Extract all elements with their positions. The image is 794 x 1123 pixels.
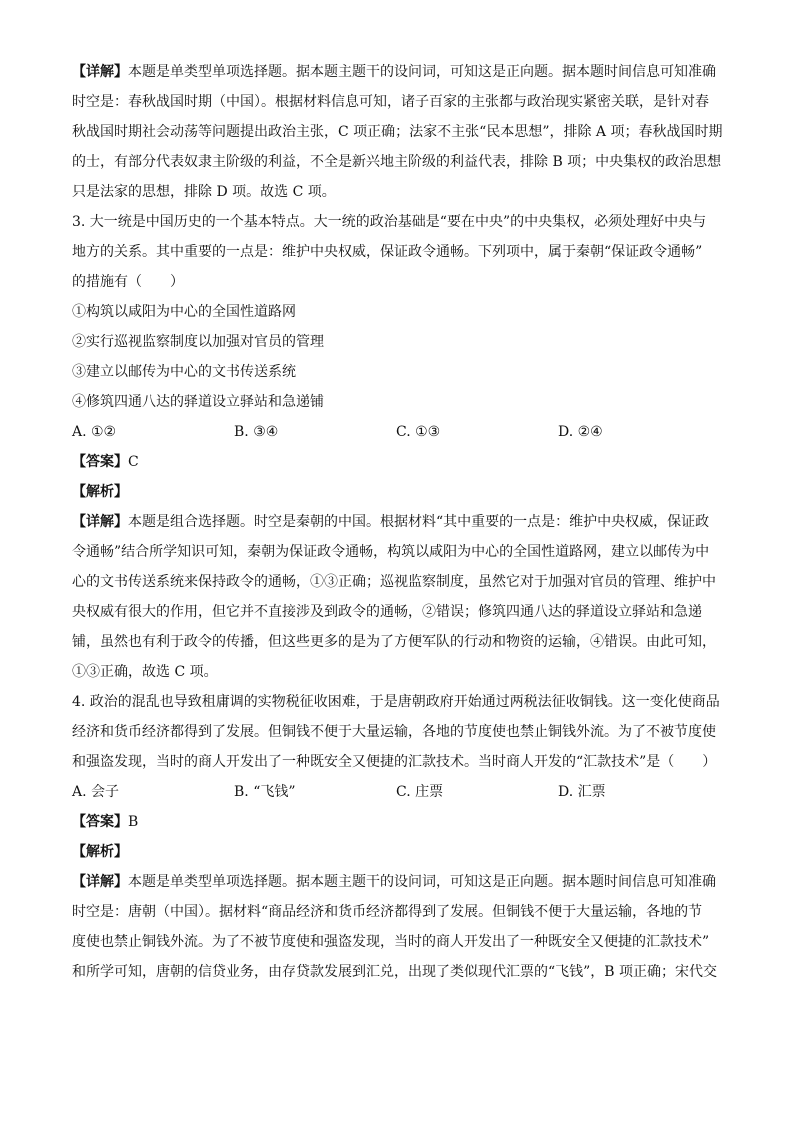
q3-stem (72, 212, 732, 292)
q3-detail-line-1 (72, 512, 732, 532)
answer-value: C (128, 454, 139, 470)
detail-tag: 【详解】 (72, 64, 128, 80)
q4-stem-line-3: 和强盗发现，当时的商人开发出了一种既安全又便捷的汇款技术。当时商人开发的“汇款技术”是（ ） (72, 754, 717, 770)
q3-answer (72, 452, 732, 472)
q3-options (72, 422, 732, 442)
q3-option-d: D. ②④ (558, 424, 603, 440)
q4-options (72, 782, 732, 802)
q3-item-1: ①构筑以咸阳为中心的全国性道路网 (72, 304, 296, 320)
text: 本题是单类型单项选择题。据本题主题干的设问词，可知这是正向题。据本题时间信息可知准确 (128, 874, 716, 890)
q2-detail-line-1 (72, 62, 732, 82)
q3-detail-line-3: 心的文书传送系统来保持政令的通畅，①③正确；巡视监察制度，虽然它对于加强对官员的管理、维护中 (72, 574, 716, 590)
answer-value: B (128, 814, 139, 830)
answer-tag: 【答案】 (72, 454, 128, 470)
q4-option-d: D. 汇票 (558, 784, 606, 800)
document-page (72, 62, 732, 992)
q3-stem-line-3: 的措施有（ ） (72, 274, 184, 290)
q3-option-a: A. ①② (72, 424, 117, 440)
q4-option-a: A. 会子 (72, 784, 120, 800)
q4-option-c: C. 庄票 (396, 784, 444, 800)
q2-detail-line-2: 时空是：春秋战国时期（中国）。根据材料信息可知，诸子百家的主张都与政治现实紧密关联，是针对春 (72, 94, 709, 110)
q4-answer (72, 812, 732, 832)
text: 本题是单类型单项选择题。据本题主题干的设问词，可知这是正向题。据本题时间信息可知准确 (128, 64, 716, 80)
q4-detail-line-1 (72, 872, 732, 892)
text: 本题是组合选择题。时空是秦朝的中国。根据材料“其中重要的一点是：维护中央权威，保证政 (128, 514, 710, 530)
q3-detail-line-2: 令通畅”结合所学知识可知，秦朝为保证政令通畅，构筑以咸阳为中心的全国性道路网，建立以邮传为中 (72, 544, 710, 560)
q4-detail (72, 872, 732, 982)
q4-stem-line-1: 4. 政治的混乱也导致租庸调的实物税征收困难，于是唐朝政府开始通过两税法征收铜钱。这一变化使商品 (72, 694, 720, 710)
analysis-tag: 【解析】 (72, 844, 128, 860)
q4-detail-line-3: 度使也禁止铜钱外流。为了不被节度使和强盗发现，当时的商人开发出了一种既安全又便捷的汇款技术” (72, 934, 710, 950)
q4-detail-line-2: 时空是：唐朝（中国）。据材料“商品经济和货币经济都得到了发展。但铜钱不便于大量运输，各地的节 (72, 904, 703, 920)
q3-option-b: B. ③④ (234, 424, 279, 440)
answer-tag: 【答案】 (72, 814, 128, 830)
q4-stem-line-2: 经济和货币经济都得到了发展。但铜钱不便于大量运输，各地的节度使也禁止铜钱外流。为了不被节度使 (72, 724, 716, 740)
q4-stem (72, 692, 732, 772)
q3-item-2: ②实行巡视监察制度以加强对官员的管理 (72, 334, 324, 350)
q3-items (72, 302, 732, 412)
q4-detail-line-4: 和所学可知，唐朝的信贷业务，由存贷款发展到汇兑，出现了类似现代汇票的“飞钱”，B 项正确；宋代交 (72, 964, 718, 980)
q3-detail (72, 512, 732, 682)
q2-detail (72, 62, 732, 202)
q2-detail-line-4: 的士，有部分代表奴隶主阶级的利益，不全是新兴地主阶级的利益代表，排除 B 项；中央集权的政治思想 (72, 154, 722, 170)
q3-detail-line-4: 央权威有很大的作用，但它并不直接涉及到政令的通畅，②错误；修筑四通八达的驿道设立驿站和急递 (72, 604, 702, 620)
q2-detail-line-5: 只是法家的思想，排除 D 项。故选 C 项。 (72, 184, 336, 200)
analysis-tag: 【解析】 (72, 484, 128, 500)
q3-stem-line-2: 地方的关系。其中重要的一点是：维护中央权威，保证政令通畅。下列项中，属于秦朝“保证政令通畅” (72, 244, 703, 260)
q3-item-3: ③建立以邮传为中心的文书传送系统 (72, 364, 296, 380)
q3-option-c: C. ①③ (396, 424, 441, 440)
q3-item-4: ④修筑四通八达的驿道设立驿站和急递铺 (72, 394, 324, 410)
detail-tag: 【详解】 (72, 874, 128, 890)
q3-analysis-heading (72, 482, 732, 502)
q3-stem-line-1: 3. 大一统是中国历史的一个基本特点。大一统的政治基础是“要在中央”的中央集权，必须处理好中央与 (72, 214, 707, 230)
q4-analysis-heading (72, 842, 732, 862)
detail-tag: 【详解】 (72, 514, 128, 530)
q4-option-b: B. “飞钱” (234, 784, 296, 800)
q3-detail-line-5: 铺，虽然也有利于政令的传播，但这些更多的是为了方便军队的行动和物资的运输，④错误。由此可知， (72, 634, 716, 650)
q2-detail-line-3: 秋战国时期社会动荡等问题提出政治主张，C 项正确；法家不主张“民本思想”，排除 A 项；春秋战国时期 (72, 124, 723, 140)
q3-detail-line-6: ①③正确，故选 C 项。 (72, 664, 218, 680)
